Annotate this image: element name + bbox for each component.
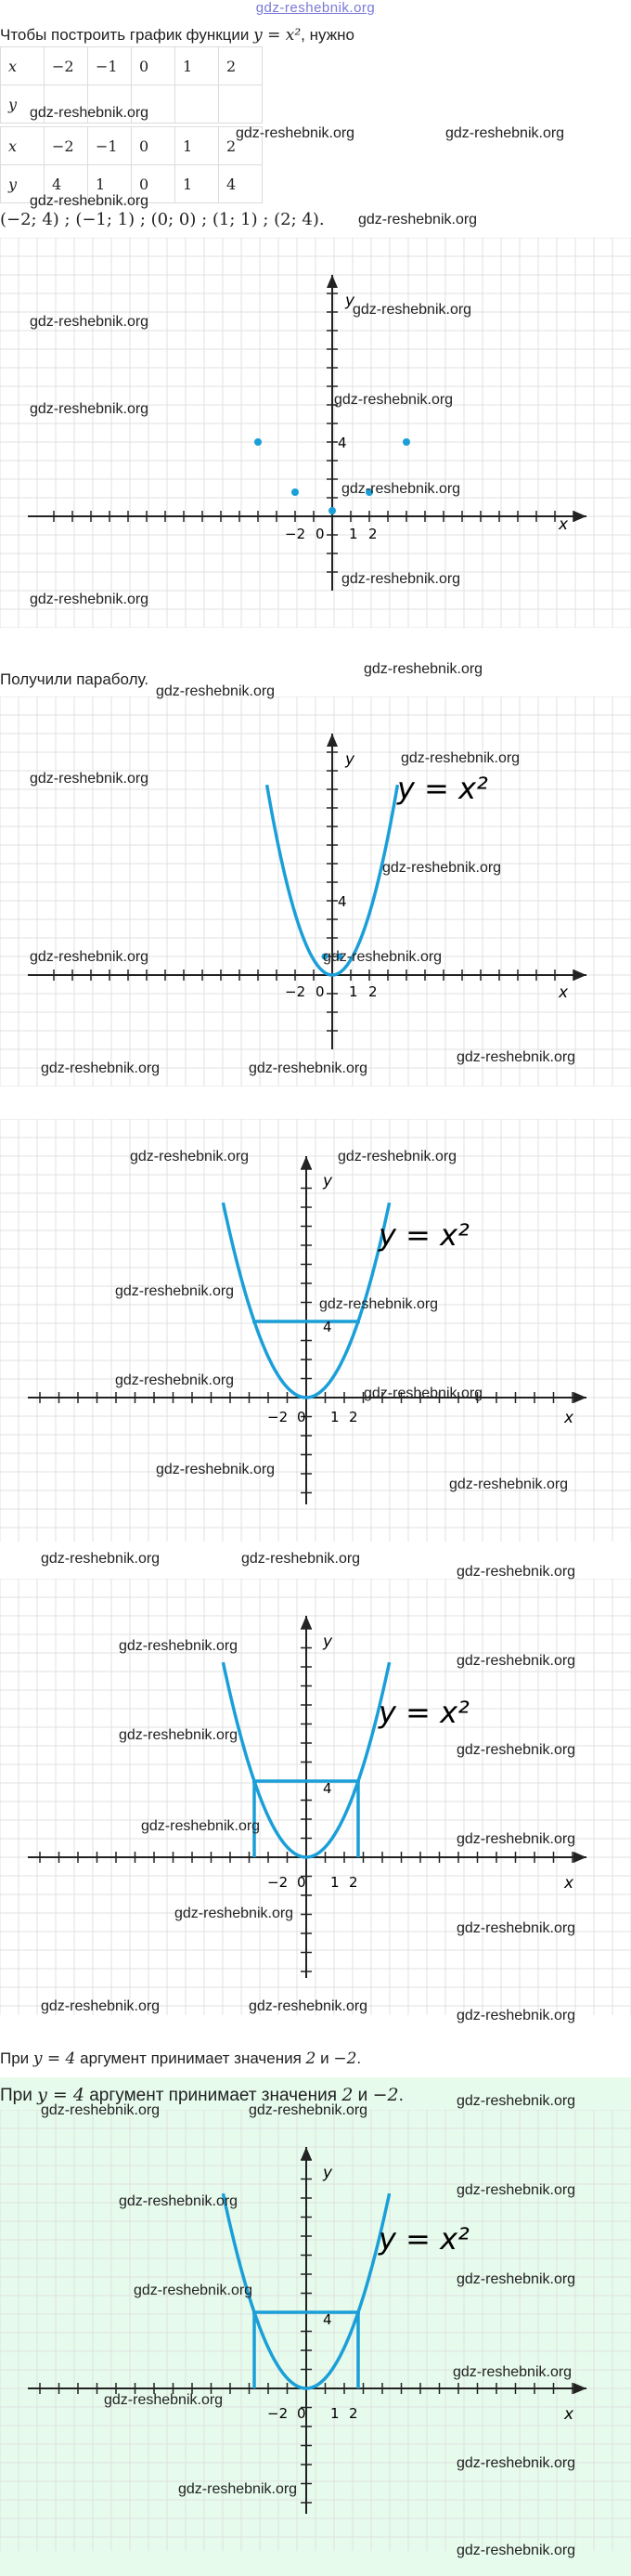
axis-y-label: y	[323, 1633, 333, 1651]
watermark-text: gdz-reshebnik.org	[457, 1564, 576, 1580]
graph-points	[0, 238, 631, 628]
data-point	[254, 438, 262, 446]
watermark-text: gdz-reshebnik.org	[341, 571, 461, 587]
table2-y-cell: 1	[88, 165, 132, 203]
tick-label-0: 0	[297, 1874, 306, 1891]
conclusion-equation: y = 4	[32, 2049, 76, 2068]
watermark-text: gdz-reshebnik.org	[41, 1551, 161, 1567]
watermark-text: gdz-reshebnik.org	[41, 2102, 161, 2118]
y-axis-arrow	[301, 1616, 312, 1629]
watermark-text: gdz-reshebnik.org	[449, 1477, 569, 1492]
watermark-text: gdz-reshebnik.org	[119, 1727, 238, 1743]
tick-label-neg2: −2	[285, 983, 306, 1000]
tick-label-1: 1	[330, 2405, 340, 2422]
watermark-text: gdz-reshebnik.org	[30, 949, 149, 965]
x-axis-arrow	[573, 969, 586, 981]
watermark-text: gdz-reshebnik.org	[134, 2283, 253, 2298]
table2-y-cell: 4	[45, 165, 88, 203]
watermark-text: gdz-reshebnik.org	[319, 1296, 439, 1312]
conclusion-and: и	[316, 2049, 334, 2067]
grid-paper	[0, 1579, 631, 2015]
tick-label-neg2: −2	[267, 2405, 289, 2422]
watermark-text: gdz-reshebnik.org	[457, 1742, 576, 1758]
watermark-text: gdz-reshebnik.org	[30, 193, 149, 209]
table2-y-cell: 4	[219, 165, 263, 203]
axis-x-label: x	[559, 983, 569, 1002]
tick-label-0: 0	[316, 526, 325, 542]
watermark-text: gdz-reshebnik.org	[364, 1386, 483, 1401]
table1-y-cell	[219, 85, 263, 124]
watermark-text: gdz-reshebnik.org	[236, 125, 355, 141]
watermark-text: gdz-reshebnik.org	[249, 1998, 368, 2014]
grid-paper	[0, 696, 631, 1086]
watermark-text: gdz-reshebnik.org	[457, 2182, 576, 2198]
table1-y-cell	[175, 85, 219, 124]
conclusion-equation: y = 4	[37, 2085, 84, 2105]
axis-x-label: x	[564, 2405, 574, 2424]
axis-y-label: y	[323, 1172, 333, 1190]
conclusion-prefix: При	[0, 2049, 33, 2067]
tick-label-4: 4	[323, 1780, 332, 1797]
table2-x-header: x	[1, 127, 45, 165]
table1-y-header: y	[1, 85, 45, 124]
table2-y-header: y	[1, 165, 45, 203]
data-point	[403, 438, 410, 446]
graph-function-label: y = x²	[397, 771, 488, 806]
conclusion-and: и	[353, 2086, 373, 2105]
tick-label-neg2: −2	[267, 1409, 289, 1425]
watermark-text: gdz-reshebnik.org	[457, 1049, 576, 1065]
intro-text	[0, 26, 354, 45]
watermark-text: gdz-reshebnik.org	[249, 1060, 368, 1076]
y-axis-arrow	[327, 275, 338, 288]
data-point	[328, 507, 336, 514]
conclusion-text	[0, 2049, 361, 2068]
tick-label-2: 2	[349, 1874, 358, 1891]
watermark-text: gdz-reshebnik.org	[457, 2093, 576, 2109]
watermark-text: gdz-reshebnik.org	[119, 2193, 238, 2209]
axis-x-label: x	[564, 1409, 574, 1427]
watermark-text: gdz-reshebnik.org	[178, 2481, 298, 2497]
tick-label-2: 2	[349, 1409, 358, 1425]
watermark-text: gdz-reshebnik.org	[457, 2008, 576, 2023]
axis-x-label: x	[564, 1874, 574, 1893]
watermark-text: gdz-reshebnik.org	[353, 302, 472, 318]
tick-label-0: 0	[316, 983, 325, 1000]
x-axis-arrow	[573, 1852, 586, 1863]
tick-label-4: 4	[323, 1319, 332, 1335]
tick-label-2: 2	[368, 983, 378, 1000]
conclusion-middle: аргумент принимает значения	[84, 2086, 342, 2105]
watermark-text: gdz-reshebnik.org	[457, 2271, 576, 2287]
graph-parabola	[0, 696, 631, 1086]
tick-label-1: 1	[349, 983, 358, 1000]
graph-points-svg	[0, 238, 631, 628]
intro-suffix: , нужно	[301, 26, 354, 44]
table1-x-cell: 2	[219, 47, 263, 85]
y-axis-arrow	[301, 1156, 312, 1169]
watermark-text: gdz-reshebnik.org	[141, 1818, 261, 1834]
top-watermark[interactable]: gdz-reshebnik.org	[255, 0, 376, 16]
tick-label-1: 1	[349, 526, 358, 542]
axis-y-label: y	[323, 2164, 333, 2182]
table2-x-cell: −1	[88, 127, 132, 165]
table2-y-cell: 1	[175, 165, 219, 203]
tick-label-1: 1	[330, 1409, 340, 1425]
watermark-text: gdz-reshebnik.org	[249, 2102, 368, 2118]
watermark-text: gdz-reshebnik.org	[382, 860, 502, 876]
intro-function: y = x²	[253, 26, 302, 45]
watermark-text: gdz-reshebnik.org	[364, 661, 483, 677]
x-axis-arrow	[573, 1392, 586, 1403]
watermark-text: gdz-reshebnik.org	[41, 1060, 161, 1076]
graph-parabola-svg	[0, 696, 631, 1086]
conclusion-value-2: −2	[333, 2049, 357, 2068]
watermark-text: gdz-reshebnik.org	[457, 1920, 576, 1936]
watermark-text: gdz-reshebnik.org	[338, 1149, 457, 1164]
watermark-text: gdz-reshebnik.org	[453, 2364, 573, 2380]
watermark-text: gdz-reshebnik.org	[115, 1373, 235, 1388]
conclusion-end: .	[398, 2086, 404, 2105]
conclusion-middle: аргумент принимает значения	[75, 2049, 306, 2067]
axis-y-label: y	[345, 292, 355, 310]
graph-function-label: y = x²	[379, 2221, 470, 2257]
tick-label-2: 2	[368, 526, 378, 542]
table2-y-cell: 0	[132, 165, 175, 203]
watermark-text: gdz-reshebnik.org	[241, 1551, 361, 1567]
conclusion-value-1: 2	[341, 2085, 354, 2105]
table1-x-header: x	[1, 47, 45, 85]
watermark-text: gdz-reshebnik.org	[156, 1462, 276, 1477]
watermark-text: gdz-reshebnik.org	[323, 949, 443, 965]
watermark-text: gdz-reshebnik.org	[104, 2392, 224, 2408]
conclusion-end: .	[356, 2049, 362, 2067]
watermark-text: gdz-reshebnik.org	[174, 1906, 294, 1921]
axis-x-label: x	[559, 515, 569, 534]
tick-label-neg2: −2	[267, 1874, 289, 1891]
table1-x-cell: −2	[45, 47, 88, 85]
value-table-filled	[0, 126, 263, 203]
table2-x-cell: 1	[175, 127, 219, 165]
tick-label-0: 0	[297, 2405, 306, 2422]
watermark-text: gdz-reshebnik.org	[445, 125, 565, 141]
tick-label-4: 4	[338, 893, 347, 910]
watermark-text: gdz-reshebnik.org	[30, 401, 149, 417]
watermark-text: gdz-reshebnik.org	[457, 1653, 576, 1669]
watermark-text: gdz-reshebnik.org	[30, 314, 149, 330]
graph-intersections-svg	[0, 1579, 631, 2015]
x-axis-arrow	[573, 511, 586, 522]
conclusion-value-1: 2	[305, 2049, 316, 2068]
tick-label-4: 4	[338, 435, 347, 451]
table2-x-cell: 2	[219, 127, 263, 165]
graph-function-label: y = x²	[379, 1695, 470, 1730]
watermark-text: gdz-reshebnik.org	[156, 683, 276, 699]
table2-x-cell: 0	[132, 127, 175, 165]
table1-x-cell: −1	[88, 47, 132, 85]
watermark-text: gdz-reshebnik.org	[457, 1831, 576, 1847]
tick-label-0: 0	[297, 1409, 306, 1425]
watermark-text: gdz-reshebnik.org	[115, 1283, 235, 1299]
y-axis-arrow	[327, 734, 338, 747]
points-list: (−2; 4) ; (−1; 1) ; (0; 0) ; (1; 1) ; (2; 4).	[0, 210, 325, 229]
watermark-text: gdz-reshebnik.org	[41, 1998, 161, 2014]
table1-x-cell: 1	[175, 47, 219, 85]
watermark-text: gdz-reshebnik.org	[119, 1638, 238, 1654]
watermark-text: gdz-reshebnik.org	[457, 2455, 576, 2471]
grid-paper	[0, 238, 631, 628]
tick-label-2: 2	[349, 2405, 358, 2422]
parabola-text: Получили параболу.	[0, 670, 149, 688]
watermark-text: gdz-reshebnik.org	[457, 2543, 576, 2558]
data-point	[291, 488, 299, 496]
watermark-text: gdz-reshebnik.org	[30, 771, 149, 787]
graph-intersections-final	[0, 2110, 631, 2551]
table1-x-cell: 0	[132, 47, 175, 85]
graph-intersections-final-svg	[0, 2110, 631, 2551]
table2-x-cell: −2	[45, 127, 88, 165]
watermark-text: gdz-reshebnik.org	[334, 392, 454, 408]
intro-prefix: Чтобы построить график функции	[0, 26, 254, 44]
watermark-text: gdz-reshebnik.org	[30, 105, 149, 121]
tick-label-1: 1	[330, 1874, 340, 1891]
conclusion-prefix: При	[0, 2086, 38, 2105]
watermark-text: gdz-reshebnik.org	[341, 481, 461, 497]
graph-intersections	[0, 1579, 631, 2015]
y-axis-arrow	[301, 2147, 312, 2160]
graph-function-label: y = x²	[379, 1217, 470, 1253]
axis-y-label: y	[345, 750, 355, 769]
conclusion-value-2: −2	[372, 2085, 399, 2105]
tick-label-neg2: −2	[285, 526, 306, 542]
grid-paper	[0, 2110, 631, 2551]
watermark-text: gdz-reshebnik.org	[358, 212, 478, 228]
watermark-text: gdz-reshebnik.org	[30, 592, 149, 607]
x-axis-arrow	[573, 2383, 586, 2394]
watermark-text: gdz-reshebnik.org	[130, 1149, 250, 1164]
watermark-text: gdz-reshebnik.org	[401, 750, 521, 766]
tick-label-4: 4	[323, 2311, 332, 2328]
